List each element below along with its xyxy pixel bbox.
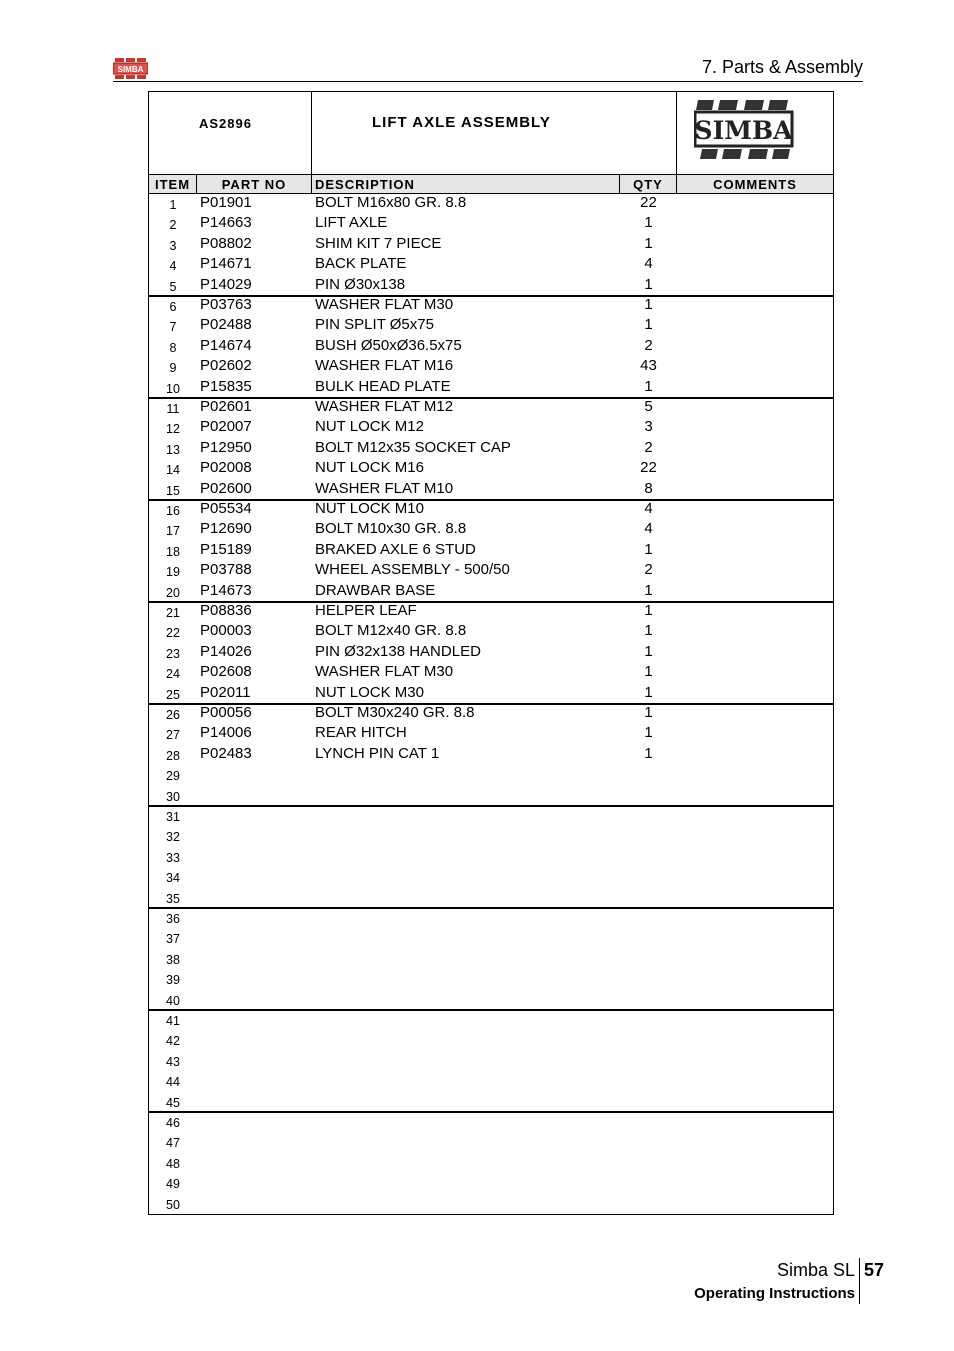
part-no-cell: P14006 [200,724,252,742]
qty-cell: 1 [644,377,653,395]
desc-col-line [619,174,620,194]
part-no-cell: P02488 [200,316,252,334]
table-row [149,357,833,377]
description-cell: WASHER FLAT M16 [315,357,454,375]
table-row [149,480,833,500]
item-cell: 36 [166,912,180,926]
item-cell: 38 [166,952,180,967]
qty-cell: 3 [644,418,653,436]
description-cell: SHIM KIT 7 PIECE [315,234,442,252]
item-col-line [196,174,197,194]
item-cell: 22 [166,626,180,641]
item-cell: 6 [169,300,177,314]
part-no-cell: P02011 [200,683,251,701]
column-header-row [149,174,833,194]
parts-table [148,91,834,1215]
simba-logo [694,98,794,162]
item-cell: 19 [166,565,180,580]
qty-cell: 1 [644,724,653,742]
table-row [149,684,833,704]
description-cell: WASHER FLAT M30 [315,663,454,681]
item-cell: 12 [166,422,180,437]
description-cell: HELPER LEAF [315,602,417,619]
col-comments: COMMENTS [713,177,797,192]
table-row [149,969,833,989]
table-row [149,1071,833,1091]
item-cell: 7 [169,320,177,335]
item-cell: 13 [166,442,180,457]
qty-cell: 1 [644,704,653,721]
description-cell: BOLT M10x30 GR. 8.8 [315,520,467,538]
product-name: Simba SL [776,1260,855,1280]
description-cell: PIN Ø30x138 [315,275,406,293]
part-no-cell: P00003 [200,622,252,640]
table-row [149,1194,833,1214]
description-cell: REAR HITCH [315,724,407,742]
item-cell: 20 [166,585,180,600]
col-part-no: PART NO [197,175,312,193]
item-cell: 23 [166,646,180,661]
table-row [149,1051,833,1071]
part-no-cell: P02483 [200,744,252,762]
part-no-cell: P03788 [200,561,252,579]
description-cell: NUT LOCK M16 [315,459,424,477]
table-row [149,928,833,948]
table-row [149,643,833,663]
item-cell: 29 [166,769,180,784]
section-title: 7. Parts & Assembly [701,57,863,77]
item-cell: 2 [169,218,177,233]
table-row [149,704,833,724]
part-no-cell: P12950 [200,438,252,456]
item-cell: 1 [169,198,177,212]
qty-cell: 2 [644,561,653,579]
description-cell: BRAKED AXLE 6 STUD [315,540,476,558]
part-no-cell: P15835 [200,377,252,395]
item-cell: 18 [166,544,180,559]
qty-cell: 4 [644,520,653,538]
description-cell: LYNCH PIN CAT 1 [315,744,440,762]
qty-cell: 1 [644,663,653,681]
qty-cell: 4 [644,255,653,273]
table-row [149,663,833,683]
table-row [149,296,833,316]
part-no-cell: P08802 [200,234,252,252]
item-cell: 37 [166,932,180,947]
table-row [149,1132,833,1152]
qty-col-line [676,174,677,194]
item-cell: 8 [169,340,177,355]
part-no-cell: P02007 [200,418,252,436]
qty-cell: 1 [644,214,653,232]
table-row [149,786,833,806]
qty-cell: 4 [644,500,653,517]
part-no-cell: P05534 [200,500,252,517]
qty-cell: 5 [644,398,653,415]
col-description: DESCRIPTION [312,175,620,193]
table-row [149,520,833,540]
part-no-cell: P02601 [200,398,252,415]
item-cell: 11 [166,402,180,416]
logo-cell [677,92,834,174]
description-cell: BOLT M30x240 GR. 8.8 [315,704,475,721]
table-row [149,622,833,642]
item-cell: 15 [166,483,180,498]
qty-cell: 22 [640,194,657,211]
item-cell: 32 [166,830,180,845]
qty-cell: 1 [644,581,653,599]
item-cell: 41 [166,1014,180,1028]
item-cell: 45 [166,1095,180,1110]
item-cell: 4 [169,259,177,274]
item-cell: 42 [166,1034,180,1049]
item-cell: 48 [166,1156,180,1171]
table-row [149,1010,833,1030]
footer-subtitle: Operating Instructions [694,1285,855,1302]
table-row [149,276,833,296]
description-cell: BOLT M12x40 GR. 8.8 [315,622,467,640]
table-row [149,745,833,765]
table-row [149,949,833,969]
table-row [149,602,833,622]
qty-cell: 2 [644,438,653,456]
item-cell: 31 [166,810,180,824]
table-row [149,337,833,357]
assembly-code: AS2896 [199,116,252,131]
table-row [149,1153,833,1173]
item-cell: 47 [166,1136,180,1151]
main-logo-text: SIMBA [694,116,793,145]
description-cell: DRAWBAR BASE [315,581,436,599]
part-no-cell: P08836 [200,602,252,619]
item-cell: 3 [169,238,177,253]
qty-cell: 1 [644,540,653,558]
table-row [149,194,833,214]
table-row [149,1092,833,1112]
description-cell: NUT LOCK M10 [315,500,424,517]
header-logo-text: SIMBA [117,65,144,74]
item-cell: 9 [169,361,177,376]
item-cell: 21 [166,606,180,620]
description-cell: BOLT M16x80 GR. 8.8 [315,194,467,211]
table-row [149,541,833,561]
item-cell: 24 [166,667,180,682]
table-row [149,806,833,826]
part-no-cell: P00056 [200,704,252,721]
assembly-code-cell [149,92,312,174]
qty-cell: 1 [644,234,653,252]
part-no-cell: P14026 [200,642,252,660]
part-col-line [311,174,312,194]
qty-cell: 2 [644,336,653,354]
part-no-cell: P02600 [200,479,252,497]
table-row [149,378,833,398]
item-cell: 10 [166,381,180,396]
item-cell: 28 [166,748,180,763]
item-cell: 35 [166,891,180,906]
col-item: ITEM [149,175,197,193]
table-row [149,316,833,336]
item-cell: 46 [166,1116,180,1130]
item-cell: 50 [166,1197,180,1212]
table-row [149,235,833,255]
table-row [149,561,833,581]
footer-rule [859,1258,860,1304]
item-cell: 49 [166,1177,180,1192]
item-cell: 26 [166,708,180,722]
assembly-name-cell [312,92,677,174]
part-no-cell: P02008 [200,459,252,477]
table-row [149,888,833,908]
part-no-cell: P14674 [200,336,252,354]
description-cell: BACK PLATE [315,255,407,273]
table-row [149,847,833,867]
item-cell: 16 [166,504,180,518]
part-no-cell: P12690 [200,520,252,538]
page-number: 57 [864,1260,885,1280]
description-cell: WASHER FLAT M12 [315,398,454,415]
qty-cell: 1 [644,642,653,660]
table-row [149,582,833,602]
table-row [149,990,833,1010]
item-cell: 17 [166,524,180,539]
table-row [149,255,833,275]
part-no-cell: P14673 [200,581,252,599]
description-cell: LIFT AXLE [315,214,388,232]
table-row [149,867,833,887]
qty-cell: 8 [644,479,653,497]
part-no-cell: P02602 [200,357,252,375]
item-cell: 14 [166,463,180,478]
table-row [149,1112,833,1132]
assembly-name: LIFT AXLE ASSEMBLY [372,114,551,131]
table-row [149,765,833,785]
part-no-cell: P14671 [200,255,252,273]
item-cell: 34 [166,871,180,886]
item-cell: 5 [169,279,177,294]
description-cell: BUSH Ø50xØ36.5x75 [315,336,462,354]
item-cell: 33 [166,850,180,865]
simba-logo-small [113,58,148,79]
part-no-cell: P14029 [200,275,252,293]
description-cell: PIN Ø32x138 HANDLED [315,642,481,660]
description-cell: WHEEL ASSEMBLY - 500/50 [315,561,510,579]
table-row [149,418,833,438]
part-no-cell: P03763 [200,296,252,313]
table-row [149,1030,833,1050]
table-row [149,1173,833,1193]
table-row [149,214,833,234]
item-cell: 27 [166,728,180,743]
part-no-cell: P14663 [200,214,252,232]
item-cell: 39 [166,973,180,988]
qty-cell: 1 [644,316,653,334]
item-cell: 25 [166,687,180,702]
qty-cell: 1 [644,744,653,762]
part-no-cell: P01901 [200,194,252,211]
table-row [149,908,833,928]
item-cell: 40 [166,993,180,1008]
qty-cell: 1 [644,296,653,313]
table-row [149,398,833,418]
col-qty: QTY [620,175,677,193]
header-rule [113,81,863,82]
description-cell: NUT LOCK M30 [315,683,424,701]
item-cell: 44 [166,1075,180,1090]
description-cell: BOLT M12x35 SOCKET CAP [315,438,511,456]
description-cell: BULK HEAD PLATE [315,377,451,395]
description-cell: PIN SPLIT Ø5x75 [315,316,434,334]
item-cell: 30 [166,789,180,804]
table-row [149,826,833,846]
qty-cell: 43 [640,357,657,375]
qty-cell: 1 [644,275,653,293]
item-cell: 43 [166,1054,180,1069]
description-cell: WASHER FLAT M30 [315,296,454,313]
table-row [149,724,833,744]
description-cell: NUT LOCK M12 [315,418,424,436]
qty-cell: 1 [644,683,653,701]
part-no-cell: P02608 [200,663,252,681]
table-row [149,459,833,479]
table-row [149,439,833,459]
qty-cell: 1 [644,602,653,619]
description-cell: WASHER FLAT M10 [315,479,454,497]
part-no-cell: P15189 [200,540,252,558]
qty-cell: 1 [644,622,653,640]
qty-cell: 22 [640,459,657,477]
table-row [149,500,833,520]
